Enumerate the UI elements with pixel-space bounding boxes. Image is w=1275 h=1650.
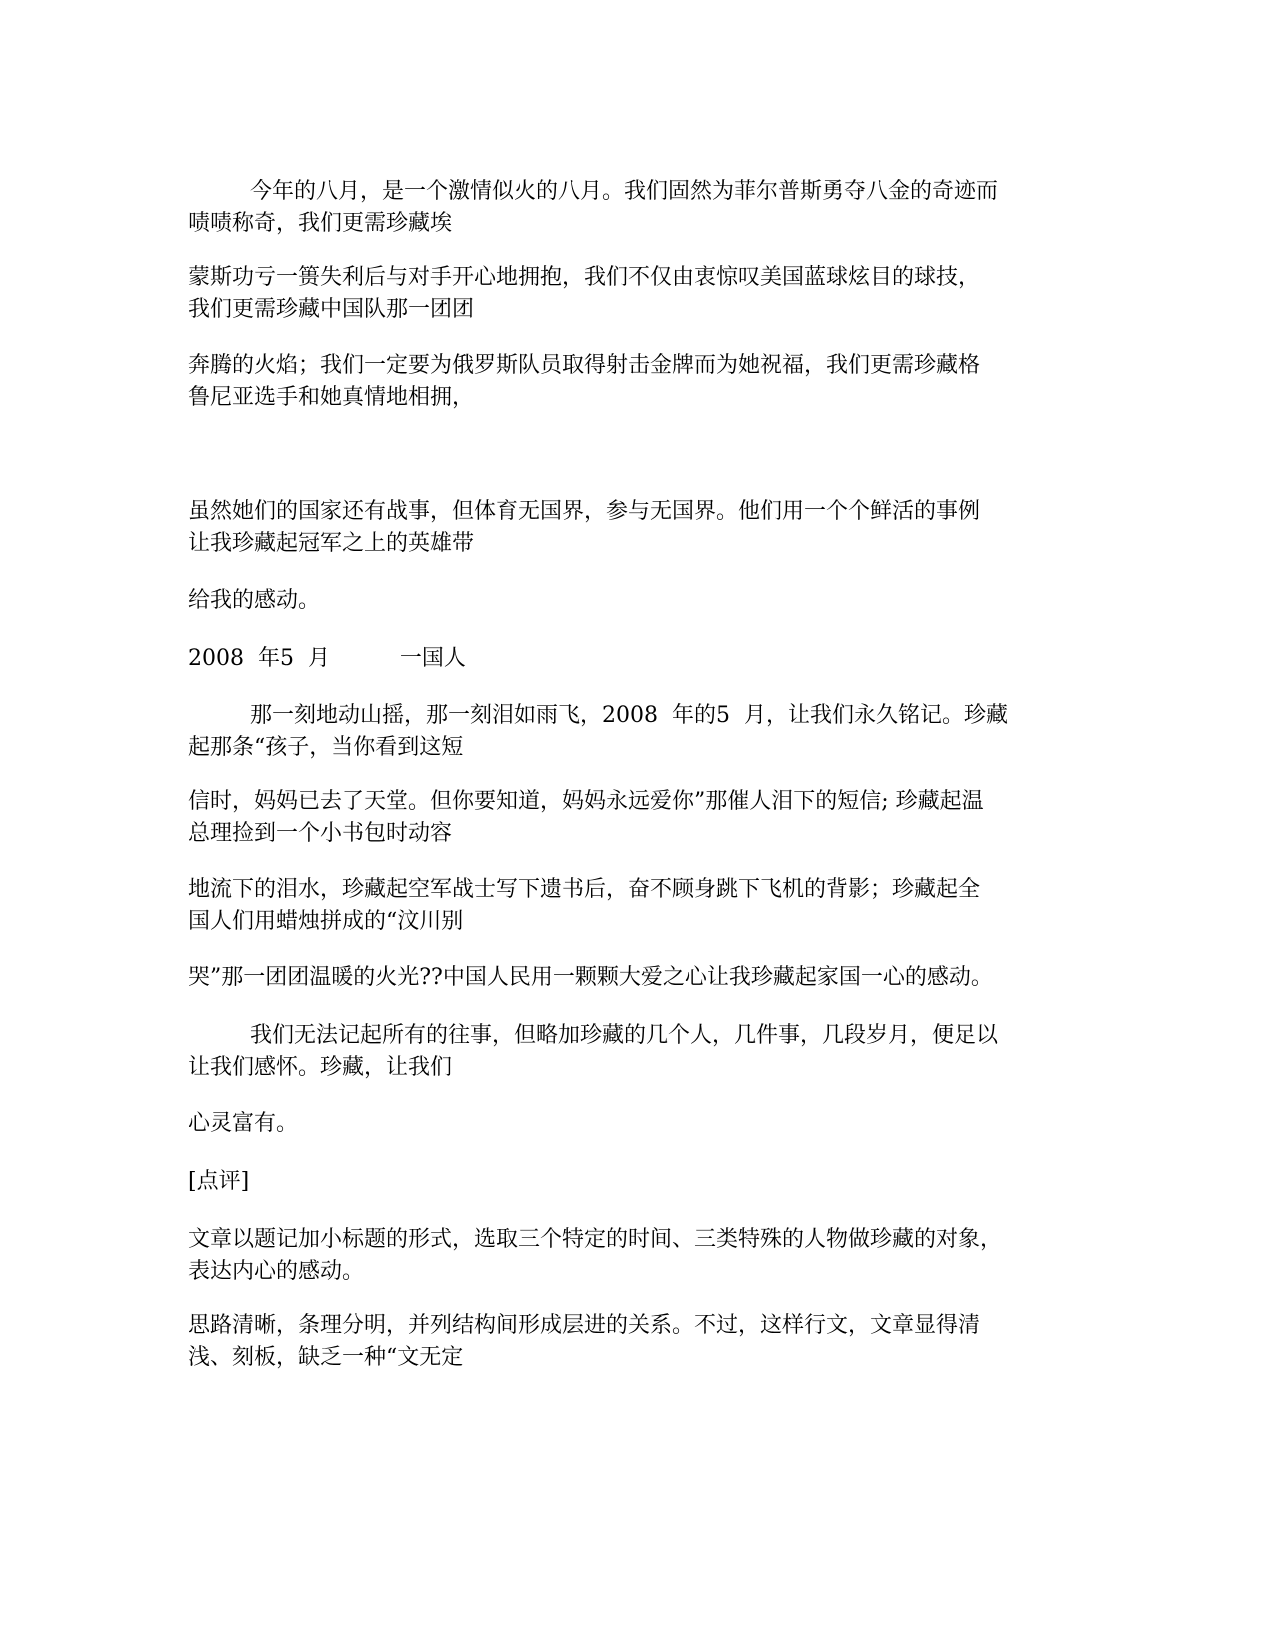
text-line: 让我们感怀。珍藏，让我们 xyxy=(188,1055,453,1080)
text-line: 心灵富有。 xyxy=(188,1111,299,1136)
text-line: 我们无法记起所有的往事，但略加珍藏的几个人，几件事，几段岁月，便足以 xyxy=(250,1023,999,1048)
text-line: 信时，妈妈已去了天堂。但你要知道，妈妈永远爱你”那催人泪下的短信; 珍藏起温 xyxy=(188,789,984,814)
text-line: 哭”那一团团温暖的火光??中国人民用一颗颗大爱之心让我珍藏起家国一心的感动。 xyxy=(188,965,993,990)
paragraph-comment-critique xyxy=(188,1310,1098,1374)
text-line: 我们更需珍藏中国队那一团团 xyxy=(188,297,475,322)
text-line: 鲁尼亚选手和她真情地相拥， xyxy=(188,385,475,410)
text-line: [点评] xyxy=(188,1169,250,1194)
text-line: 蒙斯功亏一篑失利后与对手开心地拥抱，我们不仅由衷惊叹美国蓝球炫目的球技， xyxy=(188,265,981,290)
paragraph-text-message xyxy=(188,786,1098,850)
paragraph-august xyxy=(188,176,1160,240)
text-line: 文章以题记加小标题的形式，选取三个特定的时间、三类特殊的人物做珍藏的对象， xyxy=(188,1227,1003,1252)
text-line: 那一刻地动山摇，那一刻泪如雨飞，2008 年的5 月，让我们永久铭记。珍藏 xyxy=(250,703,1008,728)
paragraph-moved xyxy=(188,585,1098,617)
text-line: 起那条“孩子，当你看到这短 xyxy=(188,735,464,760)
paragraph-rich-heart xyxy=(188,1108,1098,1140)
text-line: 2008 年5 月 一国人 xyxy=(188,646,466,671)
text-line: 让我珍藏起冠军之上的英雄带 xyxy=(188,531,475,556)
text-line: 表达内心的感动。 xyxy=(188,1259,365,1284)
subheading-may-2008 xyxy=(188,643,1098,675)
text-line: 地流下的泪水，珍藏起空军战士写下遗书后，奋不顾身跳下飞机的背影；珍藏起全 xyxy=(188,877,981,902)
comment-heading xyxy=(188,1166,1098,1198)
text-line: 虽然她们的国家还有战事，但体育无国界，参与无国界。他们用一个个鲜活的事例 xyxy=(188,499,981,524)
paragraph-memories xyxy=(188,1020,1160,1084)
text-line: 奔腾的火焰；我们一定要为俄罗斯队员取得射击金牌而为她祝福，我们更需珍藏格 xyxy=(188,353,981,378)
paragraph-earthquake xyxy=(188,700,1160,764)
text-line: 今年的八月，是一个激情似火的八月。我们固然为菲尔普斯勇夺八金的奇迹而 xyxy=(250,179,999,204)
text-line: 国人们用蜡烛拼成的“汶川别 xyxy=(188,909,464,934)
paragraph-no-borders xyxy=(188,496,1098,560)
paragraph-tears xyxy=(188,874,1098,938)
paragraph-candlelight xyxy=(188,962,1098,994)
text-line: 给我的感动。 xyxy=(188,588,321,613)
text-line: 浅、刻板，缺乏一种“文无定 xyxy=(188,1345,464,1370)
paragraph-embrace xyxy=(188,262,1098,326)
text-line: 总理捡到一个小书包时动容 xyxy=(188,821,453,846)
text-line: 啧啧称奇，我们更需珍藏埃 xyxy=(188,211,453,236)
text-line: 思路清晰，条理分明，并列结构间形成层进的关系。不过，这样行文，文章显得清 xyxy=(188,1313,981,1338)
paragraph-comment-structure xyxy=(188,1224,1098,1288)
paragraph-flame xyxy=(188,350,1098,414)
